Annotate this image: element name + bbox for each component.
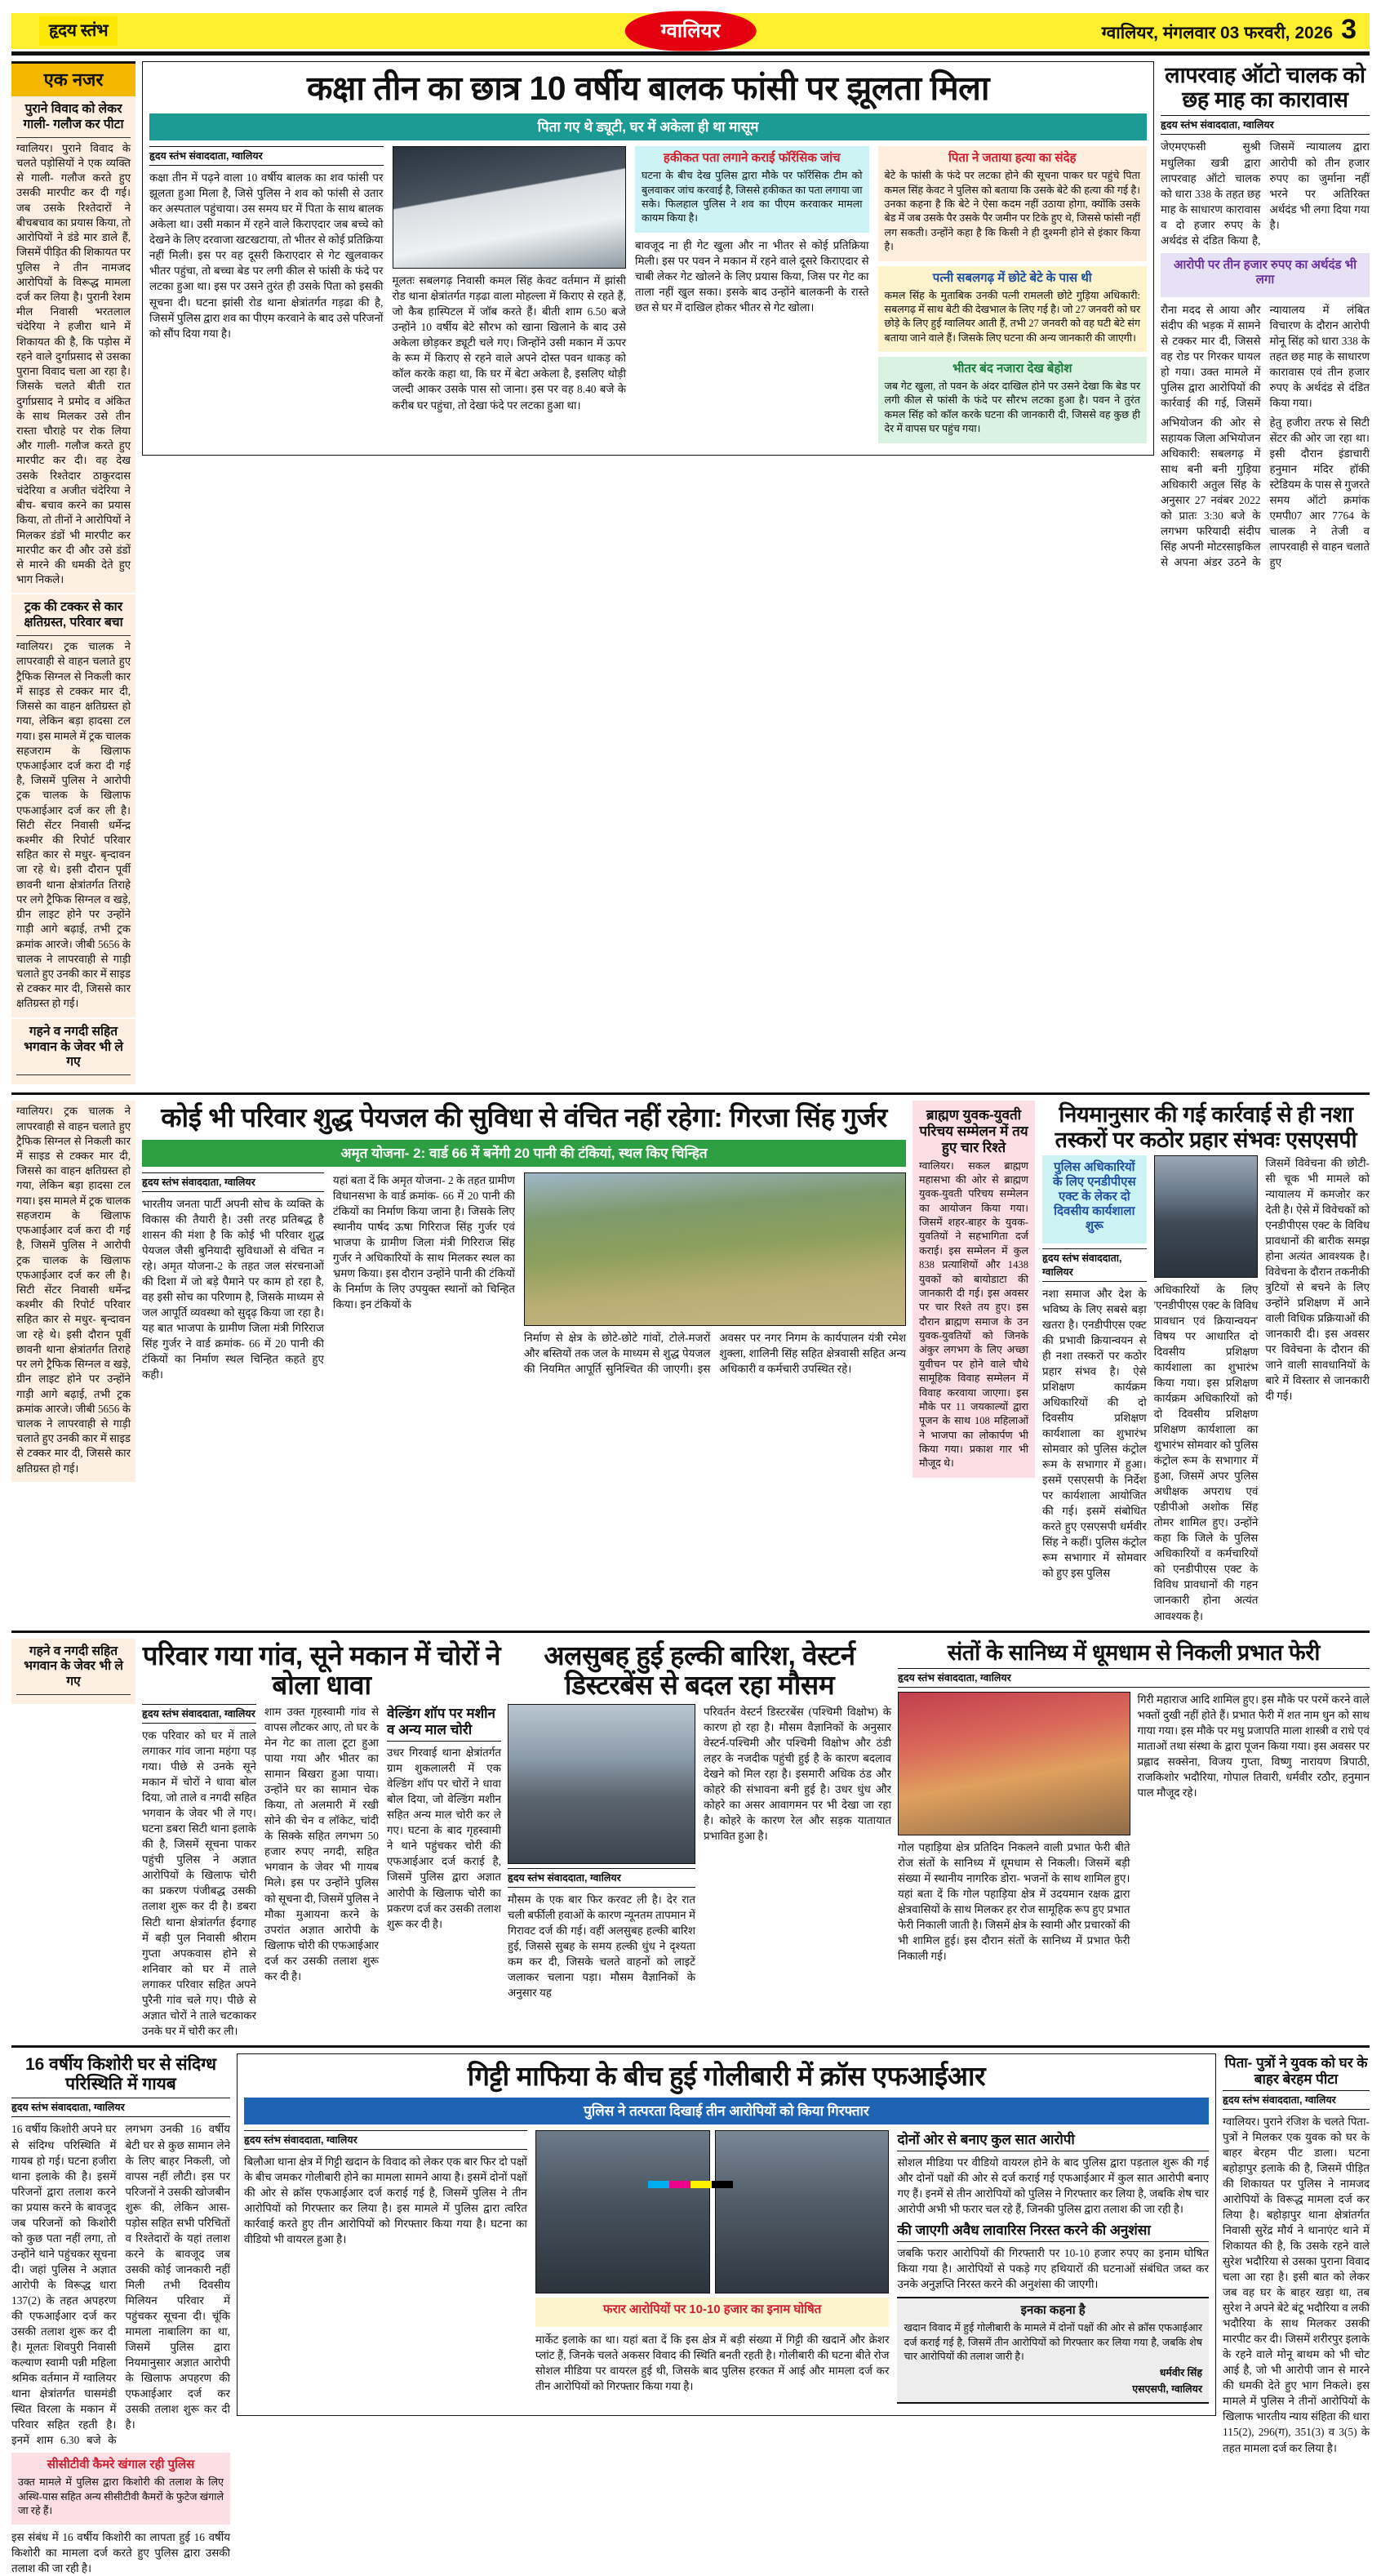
lead-col-3: [635, 146, 869, 447]
missing-girl-byline: हृदय स्तंभ संवाददाता, ग्वालियर: [11, 2098, 230, 2117]
prabhat-cols: [898, 1692, 1370, 1964]
sidebar-ek-nazar: [11, 61, 135, 1086]
water-story: [142, 1101, 906, 1623]
prabhat-byline: हृदय स्तंभ संवाददाता, ग्वालियर: [898, 1668, 1370, 1688]
road-traffic-photo: [508, 1704, 695, 1864]
lead-col2-text: मूलतः सबलगढ़ निवासी कमल सिंह केवट वर्तमान में झांसी रोड थाना क्षेत्रांतर्गत गड़ढा वाला मोहल्ला में किराए से रहते हैं, जो कैब हास्पिटल में जॉब करते हैं। बीती शाम 6.50 बजे उन्होंने 10 वर्षीय बेटे सौरभ को खाना खिलाने के बाद उसे अकेला छोड़कर ड्यूटी चले गए। जिन्होंने उसी मकान में ऊपर के रूम में किराए से रहने वाले अपने दोस्त पवन धाकड़ को कॉल करके कहा था, कि घर में बेटा अकेला है, इसलिए थोड़ी जल्दी आकर उसके पास सो जाना। इस पर वह 8.40 बजे के करीब घर पहुंचा, तो देखा फंदे पर लटका हुआ था।: [392, 274, 626, 412]
unconscious-box: [878, 357, 1147, 443]
prabhat-col1-text: गोल पहाड़िया क्षेत्र प्रतिदिन निकलने वाली प्रभात फेरी बीते रोज संतों के सानिध्य में धूमधाम से निकली। जिसमें बड़ी संख्या में स्थानीय नागरिक डोरा- भजनों के साथ शामिल हुए। यहां बता दें कि गोल पहाड़िया क्षेत्र में उदयमान रक्षक द्वारा क्षेत्रवासियों के साथ मिलकर हर रोज सामूहिक रूप हुए प्रभात फेरी निकाली जाती है। जिसमें क्षेत्र के स्वामी और प्रचारकों की भी शामिल हुई। इस दौरान संतों के सानिध्य में प्रभात फेरी निकाली गई।: [898, 1840, 1130, 1962]
gitti-subbar: पुलिस ने तत्परता दिखाई तीन आरोपियों को किया गिरफ्तार: [244, 2098, 1209, 2124]
lead-story-box: [142, 61, 1154, 456]
theft-col-2: [264, 1704, 379, 2039]
brahman-story[interactable]: [913, 1101, 1035, 1623]
auto-driver-badge-text: आरोपी पर तीन हजार रुपए का अर्थदंड भी लगा: [1173, 257, 1357, 287]
lead-col-4: [878, 146, 1147, 447]
procession-photo: [898, 1692, 1130, 1835]
sidebar-item-3-title: गहने व नगदी सहित भगवान के जेवर भी ले गए: [16, 1642, 131, 1696]
wife-box-head: पत्नी सबलगढ़ में छोटे बेटे के पास थी: [932, 270, 1092, 285]
ssp-col-3: [1265, 1155, 1370, 1624]
weather-story: [508, 1639, 891, 2039]
cctv-box: [11, 2453, 230, 2525]
city-badge-wrap: [625, 11, 757, 51]
row-3: [11, 1639, 1370, 2039]
water-subbar: अमृत योजना- 2: वार्ड 66 में बनेंगी 20 पानी की टंकियां, स्थल किए चिन्हित: [142, 1140, 906, 1167]
divider-row-3: [11, 2045, 1370, 2048]
lead-col1-text: कक्षा तीन में पढ़ने वाला 10 वर्षीय बालक का शव फांसी पर झूलता हुआ मिला है, जिसे पुलिस ने शव को फांसी से उतार कर अस्पताल पहुंचाया। उस समय घर में पिता के साथ बालक अकेला था। उसी मकान में रहने वाले किराएदार जब बच्चे को देखने के लिए दरवाजा खटखटाया, तो भीतर से कोई प्रतिक्रिया नहीं मिली। इस पर वह दूसरी किराएदार से गेट खुलवाकर भीतर पहुंचा, तो बच्चा बेड पर लगी कील से फांसी के फंदे पर लटका हुआ था। इस पर उसने तुरंत ही उसके पिता को इसकी सूचना दी। घटना झांसी रोड थाना क्षेत्रांतर्गत गड़ढा की है, जिसमें पुलिस द्वारा शव का पीएम करवाने के बाद उसे परिजनों को सौंप दिया गया है।: [149, 171, 384, 340]
missing-girl-body-2: मूलतः शिवपुरी निवासी कल्याण स्वामी पन्नी महिला श्रमिक वर्तमान में ग्वालियर थाना क्षेत्रांतर्गत घासमंडी स्थित विरला के मकान में परिवार सहित रहती है। इनमें शाम 6.30 बजे के लगभग उनकी 16 वर्षीय बेटी घर से कुछ सामान लेने के लिए बाहर निकली, जो वापस नहीं लौटी। इस पर परिजनों ने उसकी: [11, 2123, 230, 2447]
forensic-box-head: हकीकत पता लगाने कराई फॉरेंसिक जांच: [663, 151, 841, 166]
lead-col-2: [393, 146, 627, 447]
sidebar-continued: [11, 1101, 135, 1623]
murder-suspicion-box: [878, 146, 1147, 260]
sidebar-item-title: पुराने विवाद को लेकर गाली- गलौज कर पीटा: [16, 100, 131, 138]
masthead-right: [1101, 13, 1357, 45]
lead-subbar: पिता गए थे ड्यूटी, घर में अकेला ही था मासूम: [149, 113, 1147, 140]
beaten-story: [1223, 2053, 1370, 2576]
unconscious-box-text: जब गेट खुला, तो पवन के अंदर दाखिल होने पर उसने देखा कि बेड पर लगी कील से फांसी के फंदे पर सौरभ लटका हुआ है। पवन ने तुरंत कमल सिंह को कॉल करके घटना की जानकारी दी, जिससे वह कुछ ही देर में वापस घर पहुंच गया।: [884, 380, 1140, 435]
sidebar-item-1[interactable]: [11, 594, 135, 1017]
sidebar-row3: [11, 1639, 135, 2039]
ssp-main: [1042, 1101, 1370, 1623]
brahman-headline: ब्राह्मण युवक-युवती परिचय सम्मेलन में तय हुए चार रिश्ते: [919, 1107, 1028, 1156]
cmyk-yellow: [690, 2181, 712, 2188]
weather-headline: अलसुबह हुई हल्की बारिश, वेस्टर्न डिस्टरबेंस से बदल रहा मौसम: [544, 1639, 855, 1700]
lead-story: [142, 61, 1154, 1086]
auto-driver-body-1: जेएमएफसी सुश्री मधुलिका खत्री द्वारा लापरवाह ऑटो चालक को धारा 338 के तहत छह माह के साधारण कारावास व दो हजार रुपए के अर्थदंड से दंडित किया है, जिसमें न्यायालय द्वारा आरोपी को तीन हजार रुपए का जुर्माना नहीं भरने पर अतिरिक्त अर्थदंड भी लगा दिया गया है।: [1161, 140, 1370, 247]
ssp-badge: [1042, 1155, 1147, 1244]
gitti-col3b-text: जबकि फरार आरोपियों की गिरफ्तारी पर 10-10 हजार रुपए का इनाम घोषित किया गया है। आरोपियों से पकड़े गए हथियारों की घटनाओं संबंधित जब्त कर उनके अनुज्ञप्ति निरस्त करने की अनुशंसा की जाएगी।: [897, 2247, 1209, 2291]
ssp-col1-text: नशा समाज और देश के भविष्य के लिए सबसे बड़ा खतरा है। एनडीपीएस एक्ट की प्रभावी क्रियान्वयन से ही नशा तस्करों पर कठोर प्रहार संभव है। ऐसे प्रशिक्षण कार्यक्रम अधिकारियों की दो दिवसीय प्रशिक्षण कार्यशाला का शुभारंभ सोमवार को पुलिस कंट्रोल रूम के सभागार में हुआ। इसमें एसएसपी के निर्देश पर कार्यशाला आयोजित की गई। इसमें संबोधित करते हुए एसएसपी धर्मवीर सिंह ने कहीं। पुलिस कंट्रोल रूम सभागार में सोमवार को हुए इस पुलिस: [1042, 1287, 1147, 1580]
sidebar-item-2-body[interactable]: [11, 1101, 135, 1481]
water-col2-text: यहां बता दें कि अमृत योजना- 2 के तहत ग्रामीण विधानसभा के वार्ड क्रमांक- 66 में 20 पानी की टंकियों का निर्माण किया जाना है। जिसके लिए स्थानीय पार्षद ऊषा गिरिराज सिंह गुर्जर एवं भाजपा के ग्रामीण जिला मंत्री गिरिराज सिंह गुर्जर ने अधिकारियों के साथ मिलकर स्थल का भ्रमण किया। इस दौरान उन्होंने पानी की टंकियों के निर्माण के लिए उपयुक्त स्थानों को चिन्हित किया। इन टंकियों के: [332, 1173, 515, 1310]
weather-byline: हृदय स्तंभ संवाददाता, ग्वालियर: [508, 1868, 695, 1888]
lead-headline: कक्षा तीन का छात्र 10 वर्षीय बालक फांसी पर झूलता मिला: [306, 69, 990, 107]
water-col-1: [142, 1172, 324, 1382]
auto-driver-body-bottom: [1161, 415, 1370, 570]
theft-story: [142, 1639, 501, 2039]
missing-girl-headline: 16 वर्षीय किशोरी घर से संदिग्ध परिस्थिति में गायब: [24, 2054, 217, 2094]
water-col3-text: निर्माण से क्षेत्र के छोटे-छोटे गांवों, टोले-मजरों और बस्तियों तक जल के माध्यम से शुद्ध पेयजल की नियमित आपूर्ति सुनिश्चित की जाएगी। इस अवसर पर नगर निगम के कार्यपालन यंत्री रमेश शुक्ला, शालिनी सिंह सहित क्षेत्रवासी सहित अन्य अधिकारी व कर्मचारी उपस्थित रहे।: [523, 1331, 906, 1375]
gitti-quote-box: [897, 2297, 1209, 2404]
divider-row-1: [11, 1092, 1370, 1095]
sidebar-item-body: ग्वालियर। पुराने विवाद के चलते पड़ोसियों ने एक व्यक्ति से गाली- गलौज करते हुए उसकी मारपीट कर दी गई। जब उसके रिश्तेदारों ने बीचबचाव का प्रयास किया, तो आरोपियों ने डंडे मार डाले हैं, जिसमें पीड़ित की शिकायत पर पुलिस ने तीन नामजद आरोपियों के विरूद्ध मामला दर्ज कर लिया है। पुरानी रेशम मील निवासी भरतलाल चंदेरिया ने हजीरा थाने में शिकायत की है, कि पड़ोस में रहने वाले दुर्गाप्रसाद से उसका पुराना विवाद चला आ रहा है। जिसके चलते बीती रात दुर्गाप्रसाद ने प्रमोद व अंकित के साथ मिलकर उसे तीन रास्ता चौराहे पर रोक लिया और गाली- गलौज करते हुए मारपीट कर दी। वह देख उसके रिश्तेदार ठाकुरदास चंदेरिया व अजीत चंदेरिया ने बीच- बचाव करने का प्रयास किया, तो तीनों ने आरोपियों ने मिलकर डंडों भी मारपीट कर मारपीट कर दी और उसे डंडों से मारने की धमकी देते हुए भाग निकले।: [16, 141, 131, 586]
beaten-headline: पिता- पुत्रों ने युवक को घर के बाहर बेरहम पीटा: [1224, 2054, 1368, 2087]
sidebar-item-2[interactable]: [11, 1019, 135, 1085]
cmyk-registration-bar: [648, 2181, 733, 2188]
theft-col2-text: शाम उक्त गृहस्वामी गांव से वापस लौटकर आए, तो घर के मेन गेट का ताला टूटा हुआ पाया गया और भीतर का सामान बिखरा हुआ पाया। उन्होंने घर का सामान चेक किया, तो अलमारी में रखी सोने की चेन व लॉकेट, चांदी के सिक्के सहित लगभग 50 हजार रुपए नगदी, सहित भगवान के जेवर भी गायब मिले। इस पर उन्होंने पुलिस को सूचना दी, जिसमें पुलिस ने मौका मुआयना करने के उपरांत अज्ञात आरोपी के खिलाफ चोरी की एफआईआर दर्ज कर उसकी तलाश शुरू कर दी है।: [264, 1706, 379, 1982]
beaten-byline: हृदय स्तंभ संवाददाता, ग्वालियर: [1223, 2090, 1370, 2110]
city-badge: ग्वालियर: [625, 11, 757, 51]
ssp-headline: नियमानुसार की गई कार्रवाई से ही नशा तस्करों पर कठोर प्रहार संभवः एसएसपी: [1055, 1102, 1357, 1152]
gitti-headline: गिट्टी माफिया के बीच हुई गोलीबारी में क्रॉस एफआईआर: [467, 2060, 986, 2091]
gitti-quote-sign-2: एसएसपी, ग्वालियर: [1132, 2382, 1202, 2395]
water-col1-text: भारतीय जनता पार्टी अपनी सोच के व्यक्ति के विकास की तैयारी है। उसी तरह प्रतिबद्ध है शासन की मंशा है कि कोई भी परिवार शुद्ध पेयजल जैसी बुनियादी सुविधाओं से वंचित न रहे। अमृत योजना-2 के तहत जल संरचनाओं की दिशा में जो बड़े पैमाने पर काम हो रहा है, वह इसी सोच का परिणाम है, जिसके माध्यम से जल आपूर्ति व्यवस्था को सुदृढ़ किया जा रहा है। यह बात भाजपा के ग्रामीण जिला मंत्री गिरिराज सिंह गुर्जर ने वार्ड क्रमांक- 66 में 20 पानी की टंकियों का निर्माण स्थल चिन्हित कहते हुए कही।: [142, 1197, 324, 1381]
gitti-quote-text: खदान विवाद में हुई गोलीबारी के मामले में दोनों पक्षों की ओर से क्रॉस एफआईआर दर्ज कराई गई है, जिसमें तीन आरोपियों को गिरफ्तार कर लिया गया है, जबकि शेष चार आरोपियों की तलाश जारी है।: [904, 2322, 1202, 2363]
row-4: [11, 2053, 1370, 2576]
gitti-cols: [244, 2130, 1209, 2409]
theft-headline: परिवार गया गांव, सूने मकान में चोरों ने बोला धावा: [142, 1639, 501, 1700]
accused-photo-2: [715, 2130, 890, 2293]
gitti-story: [237, 2053, 1216, 2576]
auto-driver-headline: लापरवाह ऑटो चालक को छह माह का कारावास: [1165, 63, 1365, 113]
cctv-box-head: सीसीटीवी कैमरे खंगाल रही पुलिस: [47, 2458, 195, 2472]
weather-col-2: [704, 1704, 891, 2000]
gitti-quote-sign-1: धर्मवीर सिंह: [1159, 2367, 1202, 2379]
theft-cols: [142, 1704, 501, 2039]
auto-driver-body-mid: [1161, 302, 1370, 411]
prabhat-col-2: [1138, 1692, 1370, 1964]
gitti-col1-text: बिलौआ थाना क्षेत्र में गिट्टी खदान के विवाद को लेकर एक बार फिर दो पक्षों के बीच जमकर गोलीबारी होने का मामला सामने आया है। इसमें दोनों पक्षों की ओर से क्रॉस एफआईआर दर्ज कराई गई है, जिसमें पुलिस ने तीन आरोपियों को गिरफ्तार कर लिया है। इस मामले में पुलिस द्वारा त्वरित कार्रवाई करते हुए तीन आरोपियों को गिरफ्तार किया गया है। घटना का वीडियो भी वायरल हुआ है।: [244, 2156, 527, 2246]
gitti-photo-row: [535, 2130, 890, 2298]
prabhat-col2-text: गिरी महाराज आदि शामिल हुए। इस मौके पर परमें करने वाले भक्तों दुखी नहीं होते हैं। प्रभात फेरी में शत नाम धुन को साथ गाया गया। इस मौके पर मधु प्रजापति माला शास्त्री व राधे एवं माताओं तथा संस्था के द्वारा पूजन किया गया। इस अवसर पर प्रह्लाद सक्सेना, विजय गुप्ता, विष्णु नारायण त्रिपाठी, राजकिशोर भदौरिया, गोपाल तिवारी, धर्मवीर रठौर, हनुमान पाल मौजूद रहे।: [1137, 1693, 1370, 1799]
auto-driver-story: [1161, 61, 1370, 1086]
masthead-rule: [11, 51, 1370, 56]
police-vehicle-photo: [393, 146, 627, 269]
theft-col3-text: उधर गिरवाई थाना क्षेत्रांतर्गत ग्राम शुकलालरी में एक वेल्डिंग शॉप पर चोरों ने धावा बोल दिया, जो वेल्डिंग मशीन सहित अन्य माल चोरी कर ले गए। घटना के बाद गृहस्वामी ने थाने पहुंचकर चोरी की एफआईआर दर्ज कराई है, जिसमें पुलिस द्वारा अज्ञात आरोपी के खिलाफ चोरी का प्रकरण दर्ज कर उसकी तलाश शुरू कर दी है।: [387, 1746, 501, 1930]
murder-suspicion-head: पिता ने जताया हत्या का संदेह: [948, 151, 1077, 166]
gitti-story-box: [237, 2053, 1216, 2416]
murder-suspicion-text: बेटे के फांसी के फंदे पर लटका होने की सूचना पाकर घर पहुंचे पिता कमल सिंह केवट ने पुलिस को बताया कि उसके बेटे की हत्या की गई है। उनका कहना है कि बेटे ने ऐसा कदम नहीं उठाया होगा, क्योंकि उसके बेड में जब उसके पैर उसके पैर जमीन पर टिके हुए थे, जिससे फांसी नहीं लग सकती। उन्होंने कहा है कि किसी ने ही दुश्मनी होने से इंकार किया है।: [884, 170, 1140, 253]
missing-girl-body-3: खोजबीन शुरू की, लेकिन आस-पड़ोस सहित सभी परिचितों व रिश्तेदारों के यहां तलाश करने के बावजूद जब उसकी कोई जानकारी नहीं मिली तभी दिवसीय मिलियन परिवार में पहुंचकर सूचना दी। चूंकि मामला नाबालिग का था, जिसमें पुलिस द्वारा नियमानुसार अज्ञात आरोपी के खिलाफ अपहरण की एफआईआर दर्ज कर उसकी तलाश शुरू कर दी है।: [125, 2185, 230, 2431]
weather-col2-text: परिवर्तन वेस्टर्न डिस्टरबेंस (पश्चिमी विक्षोभ) के कारण हो रहा है। मौसम वैज्ञानिकों के अनुसार वेस्टर्न-पश्चिमी और पश्चिमी विक्षोभ और ठंडी लहर के नजदीक पहुंची हुई है के कारण बदलाव देखने को मिल रहा है। इसमारी अधिक ठंड और कोहरे की संभावना बनी हुई है। उधर धुंध और कोहरे का असर आवागमन पर भी देखा जा रहा है। कोहरे के कारण रेल और सड़क यातायात प्रभावित हुआ है।: [704, 1706, 891, 1843]
weather-col-1: [508, 1704, 695, 2000]
page-number: 3: [1341, 13, 1357, 45]
auto-driver-body-3: अभियोजन की ओर से सहायक जिला अभियोजन अधिकारी: सबलगढ़ में साथ बनी बनी गुड़िया अधिकारी अतुल सिंह के अनुसार 27 नवंबर 2022 को प्रातः 3:30 बजे के लगभग फरियादी संदीप सिंह अपनी मोटरसाइकिल से अपना अंडर उठने के हेतु हजीरा तरफ से सिटी सेंटर की ओर जा रहा था। इसी दौरान इंडाचारी हनुमान मंदिर हॉकी स्टेडियम के पास से गुजरते समय ऑटो क्रमांक एमपी07 आर 7764 के चालक ने तेजी व लापरवाही से वाहन चलाते हुए: [1161, 416, 1370, 569]
publication-logo: हृदय स्तंभ: [39, 16, 118, 46]
wife-box: [878, 266, 1147, 353]
ssp-content: [1042, 1155, 1370, 1624]
forensic-box: [635, 146, 869, 233]
top-section: [11, 61, 1370, 1086]
prabhat-headline: संतों के सानिध्य में धूमधाम से निकली प्रभात फेरी: [947, 1639, 1321, 1665]
date-line: ग्वालियर, मंगलवार 03 फरवरी, 2026: [1101, 23, 1334, 42]
gitti-sub-1: दोनों ओर से बनाए कुल सात आरोपी: [897, 2130, 1209, 2151]
gitti-reward-text: फरार आरोपियों पर 10-10 हजार का इनाम घोषित: [603, 2302, 822, 2317]
row-2: [11, 1101, 1370, 1623]
ssp-col3-text: जिसमें विवेचना की छोटी-सी चूक भी मामले को न्यायालय में कमजोर कर देती है। ऐसे में विवेचकों को एनडीपीएस एक्ट के विविध प्रावधानों की बारीक समझ होना अत्यंत आवश्यक है। विवेचना के दौरान तकनीकी त्रुटियों से बचने के लिए उन्होंने प्रशिक्षण में आने वाली विधिक प्रक्रियाओं की जानकारी दी। इस अवसर पर विवेचना के दौरान की जाने वाली सावधानियों के बारे में विस्तार से जानकारी दी गई।: [1265, 1156, 1370, 1403]
gitti-sub-2: की जाएगी अवैध लावारिस निरस्त करने की अनुशंसा: [897, 2221, 1209, 2242]
masthead: [11, 13, 1370, 49]
sidebar-section-title: एक नजर: [11, 61, 135, 96]
missing-girl-body-wrap: [11, 2121, 230, 2448]
lead-col3-text: बावजूद ना ही गेट खुला और ना भीतर से कोई प्रतिक्रिया मिली। इस पर पवन ने मकान में रहने वाले दूसरे किराएदार से चाबी लेकर गेट खोलने के लिए प्रयास किया, जिस पर गेट का ताला नहीं खुल सका। इसके बाद उन्होंने बालकनी के रास्ते छत से घर में दाखिल होकर भीतर से गेट खोला।: [635, 238, 869, 314]
missing-girl-body-4: इस संबंध में 16 वर्षीय किशोरी का लापता हुई 16 वर्षीय किशोरी का मामला दर्ज करते हुए पुलिस द्वारा उसकी तलाश की जा रही है।: [11, 2531, 230, 2575]
newspaper-page: [0, 13, 1381, 2575]
welding-subhead: वेल्डिंग शॉप पर मशीन व अन्य माल चोरी: [387, 1704, 501, 1742]
accused-photo-1: [535, 2130, 710, 2293]
missing-girl-body-1: 16 वर्षीय किशोरी अपने घर से संदिग्ध परिस्थिति में गायब हो गई। घटना हजीरा थाना इलाके की है। इसमें परिजनों द्वारा तलाश करने का प्रयास करने के बावजूद जब परिजनों को किशोरी को कुछ पता नहीं लगा, तो उन्होंने थाने पहुंचकर सूचना दी। जहां पुलिस ने अज्ञात आरोपी के विरूद्ध धारा 137(2) के तहत अपहरण की एफआईआर दर्ज कर उसकी तलाश शुरू कर दी है।: [11, 2123, 117, 2353]
sidebar-item-body: ग्वालियर। ट्रक चालक ने लापरवाही से वाहन चलाते हुए ट्रैफिक सिग्नल से निकली कार में साइड से टक्कर मार दी, जिससे का वाहन क्षतिग्रस्त हो गया, लेकिन बड़ा हादसा टल गया। इस मामले में ट्रक चालक सहजराम के खिलाफ एफआईआर दर्ज करा दी गई है, जिसमें पुलिस ने आरोपी ट्रक चालक के खिलाफ एफआईआर दर्ज कर ली है। सिटी सेंटर निवासी धर्मेन्द्र कश्मीर की रिपोर्ट परिवार सहित कार से मधुर- बृन्दावन जा रहे थे। इसी दौरान पूर्वी छावनी थाना क्षेत्रांतर्गत तिराहे पर लगे ट्रैफिक सिग्नल व खड़े, ग्रीन लाइट होने पर उन्होंने गाड़ी आगे बढ़ाई, तभी ट्रक क्रमांक आरजे। जीबी 5656 के चालक ने लापरवाही से गाड़ी चलाते हुए उनकी कार में साइड से टक्कर मार दी, जिससे कार क्षतिग्रस्त हो गई।: [16, 640, 131, 1010]
cmyk-black: [712, 2181, 733, 2188]
auto-driver-badge: [1161, 253, 1370, 297]
cctv-box-text: उक्त मामले में पुलिस द्वारा किशोरी की तलाश के लिए अस्थि-पास सहित अन्य सीसीटीवी कैमरों के फुटेज खंगाले जा रहे हैं।: [18, 2476, 224, 2516]
auto-driver-byline: हृदय स्तंभ संवाददाता, ग्वालियर: [1161, 115, 1370, 135]
lead-columns: [149, 146, 1147, 447]
prabhat-col-1: [898, 1692, 1130, 1964]
ssp-col-2: [1154, 1155, 1259, 1624]
lead-byline: हृदय स्तंभ संवाददाता, ग्वालियर: [149, 146, 384, 166]
sidebar-item-2-text: ग्वालियर। ट्रक चालक ने लापरवाही से वाहन चलाते हुए ट्रैफिक सिग्नल से निकली कार में साइड से टक्कर मार दी, जिससे का वाहन क्षतिग्रस्त हो गया, लेकिन बड़ा हादसा टल गया। इस मामले में ट्रक चालक सहजराम के खिलाफ एफआईआर दर्ज करा दी गई है, जिसमें पुलिस ने आरोपी ट्रक चालक के खिलाफ एफआईआर दर्ज कर ली है। सिटी सेंटर निवासी धर्मेन्द्र कश्मीर की रिपोर्ट परिवार सहित कार से मधुर- बृन्दावन जा रहे थे। इसी दौरान पूर्वी छावनी थाना क्षेत्रांतर्गत तिराहे पर लगे ट्रैफिक सिग्नल व खड़े, ग्रीन लाइट होने पर उन्होंने गाड़ी आगे बढ़ाई, तभी ट्रक क्रमांक आरजे। जीबी 5656 के चालक ने लापरवाही से गाड़ी चलाते हुए उनकी कार में साइड से टक्कर मार दी, जिससे कार क्षतिग्रस्त हो गई।: [16, 1105, 131, 1475]
auto-driver-body-2: रौना मदद से आया और संदीप की भड़क में सामने से टक्कर मार दी, जिससे वह रोड पर गिरकर घायल हो गया। उक्त मामले में पुलिस द्वारा आरोपियों की कार्रवाई की गई, जिसमें न्यायालय में लंबित विचारण के दौरान आरोपी मोनू सिंह को धारा 338 के तहत छह माह के साधारण कारावास एवं तीन हजार रुपए के अर्थदंड से दंडित किया गया।: [1161, 303, 1370, 409]
sidebar-item-title: गहने व नगदी सहित भगवान के जेवर भी ले गए: [16, 1022, 131, 1076]
cmyk-magenta: [669, 2181, 690, 2188]
gitti-col-3: [897, 2130, 1209, 2409]
water-col-3: [524, 1172, 906, 1382]
brahman-body: ग्वालियर। सकल ब्राह्मण महासभा की ओर से ब्राह्मण युवक-युवती परिचय सम्मेलन का आयोजन किया गया। जिसमें शहर-बाहर के युवक-युवतियों ने सहभागिता दर्ज कराई। इस सम्मेलन में कुल 838 प्रत्याशियों और 1438 युवकों को बायोडाटा की जानकारी दी गई। इस अवसर पर चार रिश्ते तय हुए। इस दौरान ब्राह्मण समाज के उन युवक-युवतियों को जिनके अंकुर लगभग के लिए अच्छा युवीचन पर होने वाले चौथे सामूहिक विवाह सम्मेलन में विवाह करवाया जाएगा। इस मौके पर 11 जयकाल्यों द्वारा पूजन के साथ 108 महिलाओं ने भाजपा का लोकार्पण भी किया गया। प्रकाश गार भी मौजूद थे।: [919, 1159, 1028, 1470]
theft-byline: हृदय स्तंभ संवाददाता, ग्वालियर: [142, 1704, 256, 1724]
ssp-col-1: [1042, 1155, 1147, 1624]
water-columns: [142, 1172, 906, 1382]
gitti-reward-badge: [535, 2298, 890, 2327]
water-headline: कोई भी परिवार शुद्ध पेयजल की सुविधा से वंचित नहीं रहेगा: गिरजा सिंह गुर्जर: [161, 1102, 887, 1133]
brahman-box: [913, 1101, 1035, 1477]
weather-col1-text: मौसम के एक बार फिर करवट ली है। देर रात चली बर्फीली हवाओं के कारण न्यूनतम तापमान में गिरावट दर्ज की गई। वहीं अलसुबह हल्की बारिश हुई, जिससे सुबह के समय हल्की धुंध ने दृश्यता कम कर दी, जिसके चलते वाहनों को लाइटें जलाकर चलाना पड़ा। मौसम वैज्ञानिकों के अनुसार यह: [508, 1893, 695, 2000]
forensic-box-text: घटना के बीच देख पुलिस द्वारा मौके पर फॉरेंसिक टीम को बुलवाकर जांच करवाई है, जिससे हकीकत का पता लगाया जा सके। फिलहाल पुलिस ने शव का पीएम करवाकर मामला कायम किया है।: [642, 170, 863, 225]
water-col3-text-wrap: [524, 1330, 906, 1377]
missing-girl-story: [11, 2053, 230, 2576]
theft-col-1: [142, 1704, 256, 2039]
sidebar-item-0[interactable]: [11, 96, 135, 593]
unconscious-box-head: भीतर बंद नजारा देख बेहोश: [952, 362, 1072, 376]
cmyk-cyan: [648, 2181, 669, 2188]
ssp-story: [913, 1101, 1370, 1623]
water-byline: हृदय स्तंभ संवाददाता, ग्वालियर: [142, 1172, 324, 1192]
gitti-quote-head: इनका कहना है: [1020, 2303, 1086, 2318]
sidebar-item-3[interactable]: [11, 1639, 135, 1705]
gitti-col3-text: सोशल मीडिया पर वीडियो वायरल होने के बाद पुलिस द्वारा पड़ताल शुरू की गई और दोनों पक्षों की ओर से दर्ज कराई गई एफआईआर में कुल सात आरोपी बनाए गए हैं। इनमें से तीन आरोपियों को पुलिस ने गिरफ्तार कर लिया है, जबकि शेष चार आरोपी अभी भी फरार चल रहे हैं, जिनकी पुलिस द्वारा तलाश की जा रही है।: [897, 2156, 1209, 2216]
theft-col1-text: एक परिवार को घर में ताले लगाकर गांव जाना महंगा पड़ गया। पीछे से उनके सूने मकान में चोरों ने धावा बोल दिया, जो ताले व नगदी सहित भगवान के जेवर भी ले गए। घटना डबरा सिटी थाना इलाके की है, जिसमें सूचना पाकर पहुंची पुलिस ने अज्ञात आरोपियों के खिलाफ चोरी का प्रकरण पंजीबद्ध उसकी तलाश शुरू कर दी है। डबरा सिटी थाना क्षेत्रांतर्गत ईदगाह में बड़ी पुल निवासी श्रीराम गुप्ता अपकवास होने से शनिवार को घर में ताले लगाकर परिवार सहित अपने पुरैनी गांव चले गए। पीछे से अज्ञात चोरों ने ताले चटकाकर उनके घर में चोरी कर ली।: [142, 1729, 256, 2037]
site-inspection-photo: [524, 1172, 906, 1326]
theft-col-3: [387, 1704, 501, 2039]
gitti-byline: हृदय स्तंभ संवाददाता, ग्वालियर: [244, 2130, 527, 2150]
ssp-wrap: [913, 1101, 1370, 1623]
ssp-col2-text: अधिकारियों के लिए 'एनडीपीएस एक्ट के विविध प्रावधान एवं क्रियान्वयन' विषय पर आधारित दो दिवसीय प्रशिक्षण कार्यशाला का शुभारंभ किया गया। इस प्रशिक्षण कार्यक्रम अधिकारियों को दो दिवसीय प्रशिक्षण प्रशिक्षण कार्यशाला का शुभारंभ सोमवार को पुलिस कंट्रोल रूम के सभागार में हुआ, जिसमें अपर पुलिस अधीक्षक अपराध एवं एडीपीओ अशोक सिंह तोमर शामिल हुए। उन्होंने कहा कि जिले के पुलिस अधिकारियों व कर्मचारियों को एनडीपीएस एक्ट के विविध प्रावधानों की गहन जानकारी होना अत्यंत आवश्यक है।: [1153, 1283, 1259, 1622]
ssp-badge-text: पुलिस अधिकारियों के लिए एनडीपीएस एक्ट के लेकर दो दिवसीय कार्यशाला शुरू: [1053, 1159, 1136, 1233]
beaten-body: ग्वालियर। पुराने रंजिश के चलते पिता- पुत्रों ने मिलकर एक युवक को घर के बाहर बेरहम पीट डाला। घटना बहोड़ापुर इलाके की है, जिसमें पीड़ित की शिकायत पर पुलिस ने नामजद आरोपियों के विरूद्ध मामला दर्ज कर लिया है। बहोड़ापुर थाना क्षेत्रांतर्गत निवासी सुरेंद्र मौर्य ने थानाएंट थाने में शिकायत की है, कि उसके रहने वाले सुरेश भदौरिया से उसका पुराना विवाद चला आ रहा है। इसी बात को लेकर जब वह घर के बाहर खड़ा था, तब सुरेश ने अपने बेटे बंटू भदौरिया व लकी भदौरिया के साथ मिलकर उसकी मारपीट कर दी। जिसमें शरीरपुर इलाके के रहने वाले मोनू बाथम को भी चोट आई है, जो भी आरोपी जान से मारने की धमकी देते हुए भाग निकले। इस मामले में पुलिस ने तीनों आरोपियों के खिलाफ भारतीय न्याय संहिता की धारा 115(2), 296(ग), 351(3) व 3(5) के तहत मामला दर्ज कर लिया है।: [1223, 2115, 1370, 2454]
weather-cols: [508, 1704, 891, 2000]
workshop-hall-photo: [1154, 1155, 1259, 1278]
wife-box-text: कमल सिंह के मुताबिक उनकी पत्नी रामलली छोटे गुड़िया अधिकारी: सबलगढ़ में साथ बेटी की देखभाल के लिए गई है। जो 27 जनवरी को घर छोड़े के लिए हुई ग्वालियर आती हैं, तभी 27 जनवरी को वह घटी बेटे संग बताया जाने वाले हैं। जिसके लिए घटना की अन्य जानकारी की जाएगी।: [884, 289, 1140, 344]
gitti-col2-text: मार्केट इलाके का था। यहां बता दें कि इस क्षेत्र में बड़ी संख्या में गिट्टी की खदानें और क्रेशर प्लांट हैं, जिनके चलते अकसर विवाद की स्थिति बनती रहती है। गोलीबारी की घटना बीते रोज सोशल मीडिया पर वायरल हुई थी, जिसके बाद पुलिस हरकत में आई और मामला दर्ज कर तीन आरोपियों को गिरफ्तार किया गया है।: [535, 2334, 890, 2393]
water-col-2: [333, 1172, 515, 1382]
auto-driver-body-top: [1161, 139, 1370, 247]
lead-col-1: [149, 146, 384, 447]
divider-row-2: [11, 1631, 1370, 1633]
prabhat-story: [898, 1639, 1370, 2039]
sidebar-item-title: ट्रक की टक्कर से कार क्षतिग्रस्त, परिवार बचा: [16, 598, 131, 636]
ssp-byline: हृदय स्तंभ संवाददाता, ग्वालियर: [1042, 1248, 1147, 1282]
gitti-col-photos: [535, 2130, 890, 2409]
gitti-col-1: [244, 2130, 527, 2409]
